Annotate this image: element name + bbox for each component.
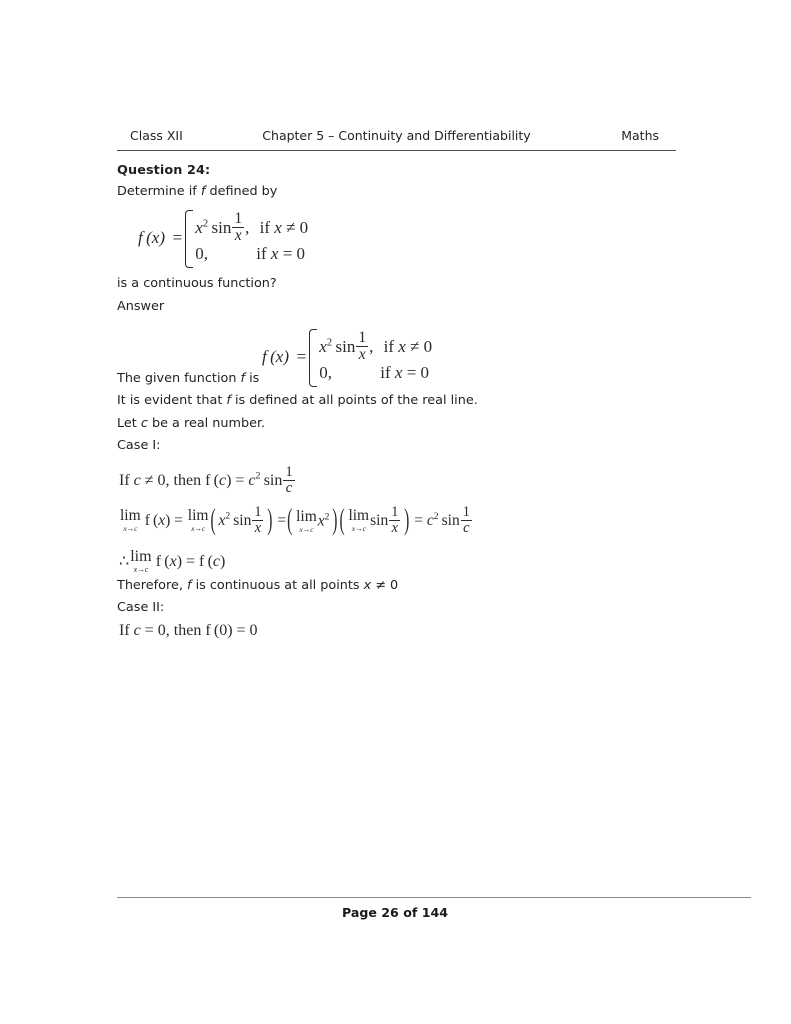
prompt-text-1: Determine if f defined by	[117, 184, 278, 199]
piecewise-row-2b	[319, 358, 432, 388]
chain-result: $c^2$ sin $\frac{1}{c}$	[426, 503, 470, 536]
question-label: Question 24:	[117, 163, 211, 178]
evident-line	[117, 393, 478, 408]
let-c-line	[117, 416, 265, 431]
therefore-symbol: ∴	[119, 552, 130, 570]
header-chapter-title: Chapter 5 – Continuity and Differentiability	[262, 128, 531, 143]
piecewise-cond-1: if x ≠ 0	[259, 217, 309, 237]
given-function-line	[117, 371, 259, 386]
given-function-text: The given function f is	[117, 371, 260, 386]
case-2-label: Case II:	[117, 600, 165, 615]
let-c-text: Let c be a real number.	[117, 416, 266, 431]
lim-operator-3: ( lim x→c	[296, 508, 317, 534]
piecewise-row-2	[195, 239, 308, 269]
piecewise-row-1	[195, 209, 309, 244]
piecewise-brace-block-2	[306, 328, 432, 388]
math-if-c-ne-zero	[119, 463, 296, 498]
question-prompt-line-2: is a continuous function?	[117, 276, 277, 291]
formula-equals: =	[169, 227, 183, 247]
chain-eq-2: =	[277, 511, 287, 529]
lim-4-group: ( lim x→c sin $\frac{1}{x}$ )	[338, 506, 410, 537]
formula2-fx-lhs: f (x)	[262, 346, 290, 366]
formula-piecewise-question	[138, 209, 308, 269]
if-c-eq-zero-text: If c = 0, then f (0) = 0	[119, 622, 258, 639]
case-1-conclusion-text: Therefore, f is continuous at all points x ≠ 0	[117, 578, 399, 593]
lim-operator-1: lim x→c	[120, 507, 141, 533]
lim-operator-4: ( lim x→c	[348, 507, 370, 533]
header-class-label: Class XII	[130, 128, 183, 143]
therefore-rest: f (x) = f (c)	[152, 552, 226, 570]
formula2-equals: =	[293, 346, 307, 366]
lim-operator-2: lim x→c	[187, 507, 209, 533]
piecewise-cond-2: if x = 0	[256, 244, 306, 263]
lim-2-arg: ( $x^2$ sin $\frac{1}{x}$ )	[209, 506, 273, 537]
math-therefore-limit	[119, 549, 225, 574]
piecewise-cond-1b: if x ≠ 0	[383, 336, 433, 356]
piecewise-expr-2: 0,	[195, 244, 209, 263]
math-if-c-eq-zero	[119, 623, 258, 639]
case-1-label: Case I:	[117, 438, 161, 453]
case-1-conclusion	[117, 578, 398, 593]
piecewise-brace-block	[182, 209, 308, 269]
formula-fx-lhs: f (x)	[138, 227, 166, 247]
piecewise-row-1b	[319, 328, 433, 363]
piecewise-cond-2b: if x = 0	[380, 363, 430, 382]
footer-page-number: Page 26 of 144	[341, 905, 449, 920]
header-subject-label: Maths	[621, 128, 659, 143]
chain-eq-3: =	[414, 511, 423, 529]
piecewise-expr-1: $x^2$ sin $\frac{1}{x}$ ,	[195, 209, 250, 244]
lim-3-group: ( lim x→c $x^2$ )	[286, 509, 338, 533]
piecewise-expr-2b: 0,	[319, 363, 333, 382]
page-header	[117, 128, 676, 151]
piecewise-expr-1b: $x^2$ sin $\frac{1}{x}$ ,	[319, 328, 374, 363]
if-c-ne-zero-text: If c ≠ 0, then f $(c) = c^2$ sin $\frac{1}{c}$	[119, 463, 293, 497]
lim-1-arg: f (x)	[141, 511, 171, 529]
formula-piecewise-answer	[262, 328, 432, 388]
evident-text: It is evident that f is defined at all points of the real line.	[117, 393, 478, 408]
answer-label: Answer	[117, 299, 165, 314]
footer-divider	[117, 897, 751, 898]
math-limit-chain	[119, 503, 473, 537]
question-prompt-line-1	[117, 184, 277, 199]
lim-operator-5: lim x→c	[130, 548, 152, 574]
chain-eq-1: =	[174, 511, 183, 529]
